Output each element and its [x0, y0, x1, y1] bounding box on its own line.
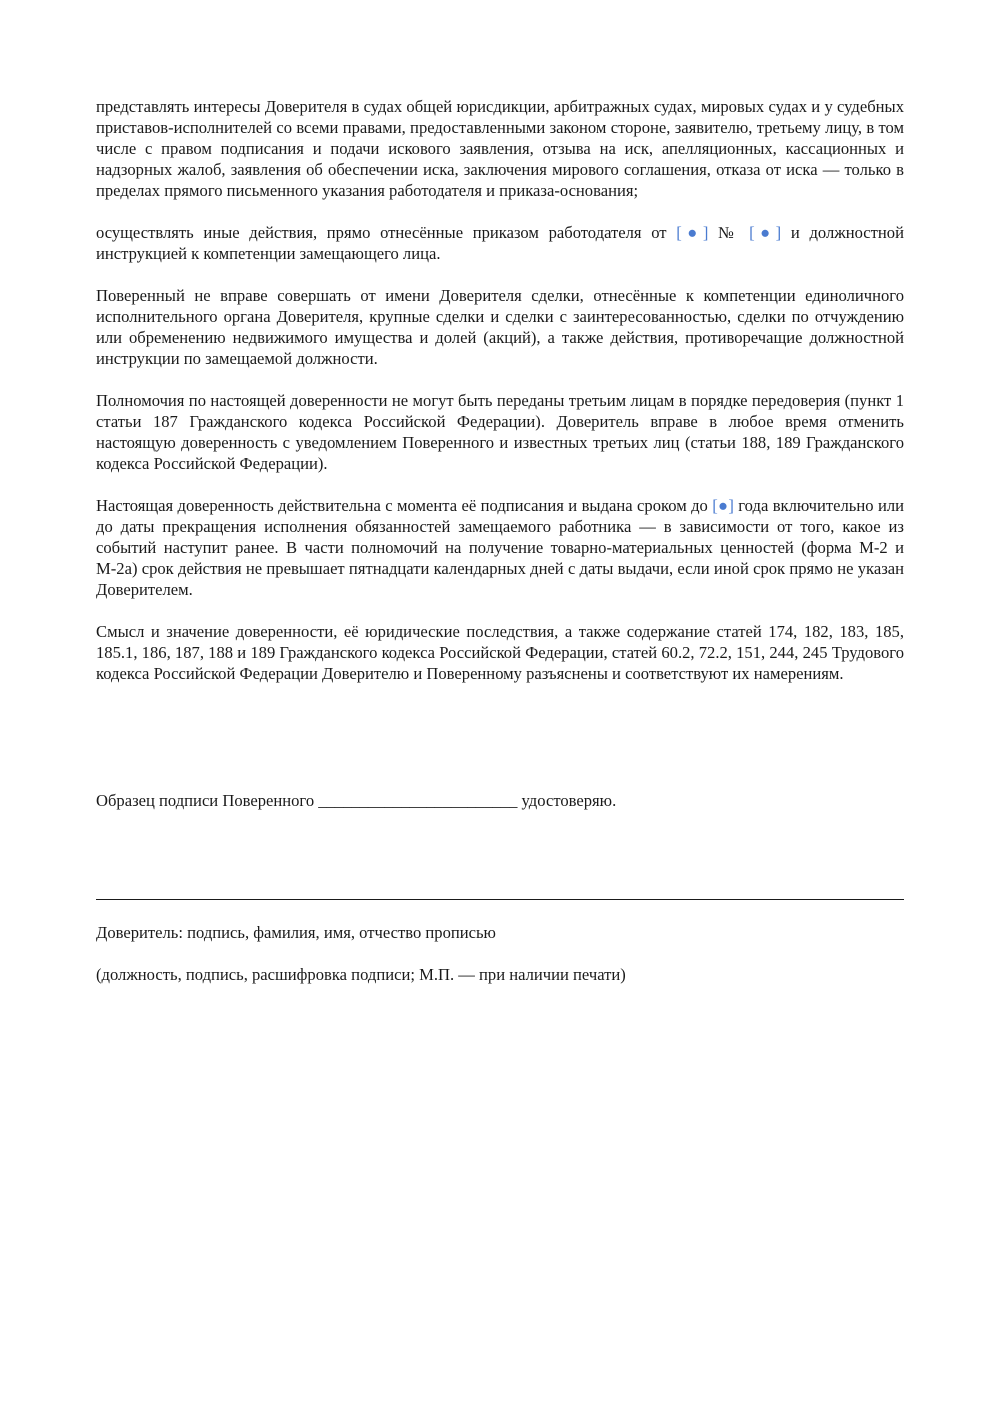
paragraph-validity-text-start: Настоящая доверенность действительна с момента её подписания и выдана сроком до: [96, 496, 713, 515]
paragraph-other-actions-text-start: осуществлять иные действия, прямо отнесённые приказом работодателя от: [96, 223, 677, 242]
paragraph-validity-text-end: года включительно или до даты прекращения исполнения обязанностей замещаемого работника — в зависимости от того, какое из событий наступит ранее. В части полномочий на получение товарно-материальных ценностей (форма М-2 и М-2а) срок действия не превышает пятнадцати календарных дней с даты выдачи, если иной срок прямо не указан Доверителем.: [96, 496, 904, 599]
term-date-placeholder[interactable]: [●]: [712, 496, 734, 515]
principal-signature-caption: Доверитель: подпись, фамилия, имя, отчество прописью: [96, 923, 496, 942]
paragraph-other-actions-text-end: и должностной инструкцией к компетенции замещающего лица.: [96, 223, 904, 263]
order-number-placeholder[interactable]: [●]: [749, 223, 782, 242]
signature-divider: [96, 899, 904, 900]
paragraph-restrictions: Поверенный не вправе совершать от имени Доверителя сделки, отнесённые к компетенции единоличного исполнительного органа Доверителя, крупные сделки и сделки с заинтересованностью, сделки по отчуждению или обременению недвижимого имущества и долей (акций), а также действия, противоречащие должностной инструкции по замещаемой должности.: [96, 286, 904, 368]
number-sign: №: [708, 223, 750, 242]
order-date-placeholder[interactable]: [●]: [676, 223, 709, 242]
paragraph-validity-term: [96, 495, 904, 600]
paragraph-no-substitution: Полномочия по настоящей доверенности не могут быть переданы третьим лицам в порядке передоверия (пункт 1 статьи 187 Гражданского кодекса Российской Федерации). Доверитель вправе в любое время отменить настоящую доверенность с уведомлением Поверенного и известных третьих лиц (статьи 188, 189 Гражданского кодекса Российской Федерации).: [96, 391, 904, 473]
position-signature-caption: (должность, подпись, расшифровка подписи; М.П. — при наличии печати): [96, 965, 626, 984]
paragraph-other-actions: [96, 222, 904, 264]
paragraph-court-representation: представлять интересы Доверителя в судах общей юрисдикции, арбитражных судах, мировых судах и у судебных приставов-исполнителей со всеми правами, предоставленными законом стороне, заявителю, третьему лицу, в том числе с правом подписания и подачи искового заявления, отзыва на иск, апелляционных, кассационных и надзорных жалоб, заявления об обеспечении иска, заключения мирового соглашения, отказа от иска — только в пределах прямого письменного указания работодателя и приказа-основания;: [96, 97, 904, 200]
paragraph-legal-consequences: Смысл и значение доверенности, её юридические последствия, а также содержание статей 174, 182, 183, 185, 185.1, 186, 187, 188 и 189 Гражданского кодекса Российской Федерации, статей 60.2, 72.2, 151, 244, 245 Трудового кодекса Российской Федерации Доверителю и Поверенному разъяснены и соответствуют их намерениям.: [96, 622, 904, 683]
signature-sample-line: Образец подписи Поверенного ________________________ удостоверяю.: [96, 791, 617, 810]
document-body: [96, 96, 904, 705]
